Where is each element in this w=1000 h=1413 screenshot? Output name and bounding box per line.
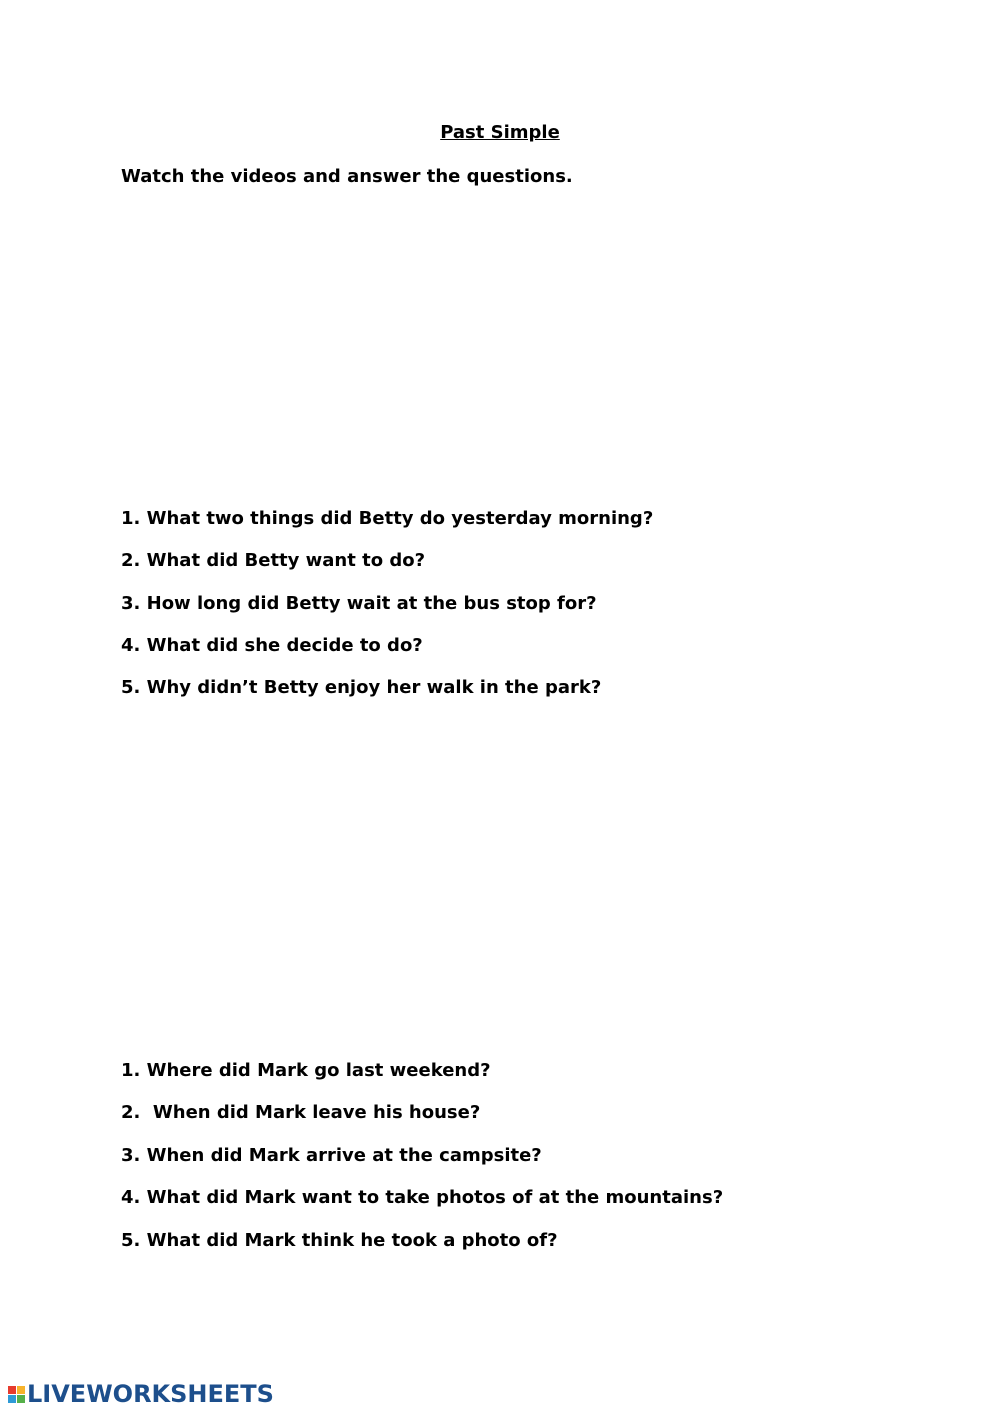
question-item: 2. What did Betty want to do?	[121, 550, 426, 571]
question-item: 4. What did she decide to do?	[121, 635, 423, 656]
logo-text: LIVEWORKSHEETS	[27, 1380, 274, 1408]
question-item: 3. How long did Betty wait at the bus stop for?	[121, 593, 597, 614]
video-embed-area	[121, 710, 881, 1040]
question-item: 3. When did Mark arrive at the campsite?	[121, 1145, 542, 1166]
question-item: 2. When did Mark leave his house?	[121, 1102, 481, 1123]
liveworksheets-logo	[8, 1380, 274, 1408]
page-title: Past Simple	[440, 122, 560, 143]
logo-blocks-icon	[8, 1386, 25, 1403]
video-embed-area	[121, 210, 881, 490]
question-item: 1. Where did Mark go last weekend?	[121, 1060, 491, 1081]
question-item: 1. What two things did Betty do yesterday morning?	[121, 508, 654, 529]
instructions-text: Watch the videos and answer the questions.	[121, 166, 573, 187]
question-item: 4. What did Mark want to take photos of at the mountains?	[121, 1187, 724, 1208]
question-item: 5. Why didn’t Betty enjoy her walk in the park?	[121, 677, 602, 698]
question-item: 5. What did Mark think he took a photo of?	[121, 1230, 558, 1251]
